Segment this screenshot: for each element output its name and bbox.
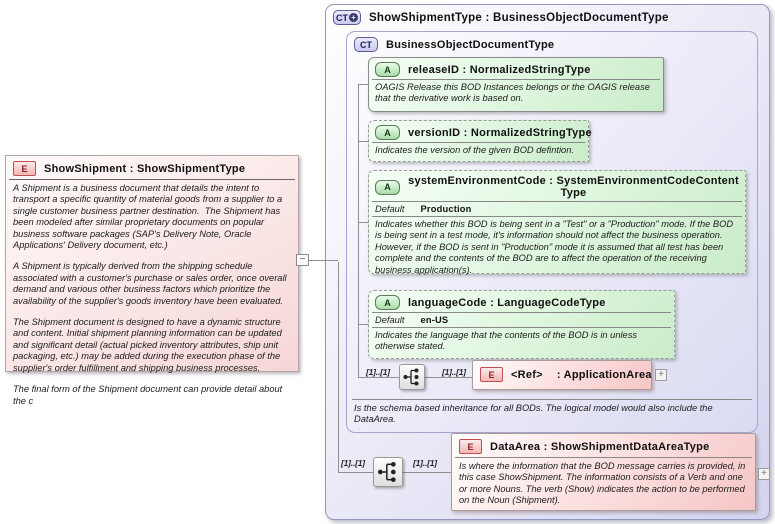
applicationarea-ref-box[interactable]: [472, 360, 652, 390]
showshipment-description: [6, 180, 298, 410]
businessobjectdocumenttype-box[interactable]: [346, 31, 758, 433]
default-label: Default: [375, 315, 405, 325]
systemenvironmentcode-description: Indicates whether this BOD is being sent in a "Test" or a "Production" mode. If the BOD is being sent in a test mode, it's information should not affect the business operation. However, if the BOD is sent in "Production" mode it is assumed that all test has been complete and the contents of the BOD are to affect the operation of the receiving business application(s).: [375, 219, 734, 275]
description-paragraph: A Shipment is typically derived from the shipping schedule associated with a customer's purchase or sales order, once overall demand and various other business factors which prioritize the availability of the supplier's goods inventory have been evaluated.: [13, 261, 290, 306]
connector-stub: [358, 324, 368, 325]
showshipment-title: ShowShipment : ShowShipmentType: [44, 162, 246, 175]
attribute-badge-icon: A: [375, 295, 400, 310]
versionid-description: Indicates the version of the given BOD defintion.: [375, 145, 574, 155]
attribute-systemenvironmentcode-box[interactable]: [368, 170, 746, 274]
attribute-badge-icon: A: [375, 62, 400, 77]
default-label: Default: [375, 204, 405, 214]
complextype-badge-icon: CT: [354, 37, 378, 52]
cardinality-label: [1]..[1]: [366, 367, 390, 377]
dataarea-header: [452, 434, 755, 457]
languagecode-description: Indicates the language that the contents of the BOD is in unless otherwise stated.: [375, 330, 638, 352]
cardinality-label: [1]..[1]: [413, 458, 437, 468]
connector-line: [309, 260, 338, 261]
element-badge-icon: E: [480, 367, 503, 382]
showshipment-header: [6, 156, 298, 179]
description-paragraph: The Shipment document is designed to have a dynamic structure and content. Initial shipment planning information can be updated and significant detail (actual picked inventory attributes, ship unit packaging, etc.) may be added during the execution phase of the supplier's order fulfillment and shipping business processes.: [13, 317, 285, 373]
showshipmenttype-header: [326, 5, 769, 28]
attribute-badge-icon: A: [375, 180, 400, 195]
attribute-languagecode-box[interactable]: [368, 290, 675, 359]
complextype-derived-badge-icon: CT +: [333, 10, 361, 25]
basetype-header: [347, 32, 757, 55]
applicationarea-header: [473, 361, 651, 385]
basetype-title: BusinessObjectDocumentType: [386, 38, 555, 51]
default-value: en-US: [420, 315, 449, 325]
description-paragraph: A Shipment is a business document that details the intent to transport a specific quantity of material goods from a supplier to a single customer business partner destination. The Shipment has been modeled after similar proprietary documents on popular business software packages (SAP's Delivery Note, Oracle Applications' Delivery document, etc.): [13, 183, 285, 251]
element-badge-icon: E: [459, 439, 482, 454]
showshipmenttype-title: ShowShipmentType : BusinessObjectDocumentType: [369, 11, 669, 24]
releaseid-description: OAGIS Release this BOD Instances belongs or the OAGIS release that the derivative work is based on.: [375, 82, 650, 104]
connector-stub: [358, 84, 368, 85]
systemenvironmentcode-title: systemEnvironmentCode : SystemEnvironmentCodeContentType: [408, 175, 739, 199]
systemenvironmentcode-header: [369, 171, 745, 201]
languagecode-title: languageCode : LanguageCodeType: [408, 296, 606, 309]
connector-stub: [358, 222, 368, 223]
default-value: Production: [420, 204, 472, 214]
expand-toggle-icon[interactable]: +: [758, 468, 770, 480]
default-row: [369, 313, 674, 327]
applicationarea-type: : ApplicationArea: [556, 368, 652, 381]
derivation-plus-icon: +: [349, 13, 358, 22]
sequence-icon[interactable]: [373, 457, 403, 487]
releaseid-header: [369, 58, 663, 79]
attribute-spine-line: [358, 84, 359, 377]
dataarea-title: DataArea : ShowShipmentDataAreaType: [490, 440, 710, 453]
basetype-annotation: Is the schema based inheritance for all BODs. The logical model would also include the DataArea.: [352, 399, 752, 429]
applicationarea-ref-name: <Ref>: [511, 368, 543, 381]
versionid-title: versionID : NormalizedStringType: [408, 126, 592, 139]
languagecode-header: [369, 291, 674, 312]
cardinality-label: [1]..[1]: [341, 458, 365, 468]
connector-line: [338, 262, 339, 472]
dataarea-element-box[interactable]: [451, 433, 756, 511]
releaseid-title: releaseID : NormalizedStringType: [408, 63, 591, 76]
connector-stub: [358, 141, 368, 142]
versionid-header: [369, 121, 592, 142]
showshipmenttype-box[interactable]: [325, 4, 770, 520]
cardinality-label: [1]..[1]: [442, 367, 466, 377]
expand-toggle-icon[interactable]: +: [655, 369, 667, 381]
dataarea-description: Is where the information that the BOD message carries is provided, in this case ShowShipment. The information consists of a Verb and one or more Nouns. The verb (Show) indicates the action to be performed on the Noun (Shipment).: [459, 461, 746, 506]
default-row: [369, 202, 745, 216]
attribute-versionid-box[interactable]: [368, 120, 592, 162]
collapse-toggle-icon[interactable]: −: [296, 254, 309, 266]
description-paragraph: The final form of the Shipment document can provide detail about the c: [13, 384, 285, 406]
attribute-releaseid-box[interactable]: [368, 57, 664, 112]
attribute-badge-icon: A: [375, 125, 400, 140]
element-badge-icon: E: [13, 161, 36, 176]
sequence-icon[interactable]: [399, 364, 425, 390]
showshipment-element-box[interactable]: [5, 155, 299, 406]
